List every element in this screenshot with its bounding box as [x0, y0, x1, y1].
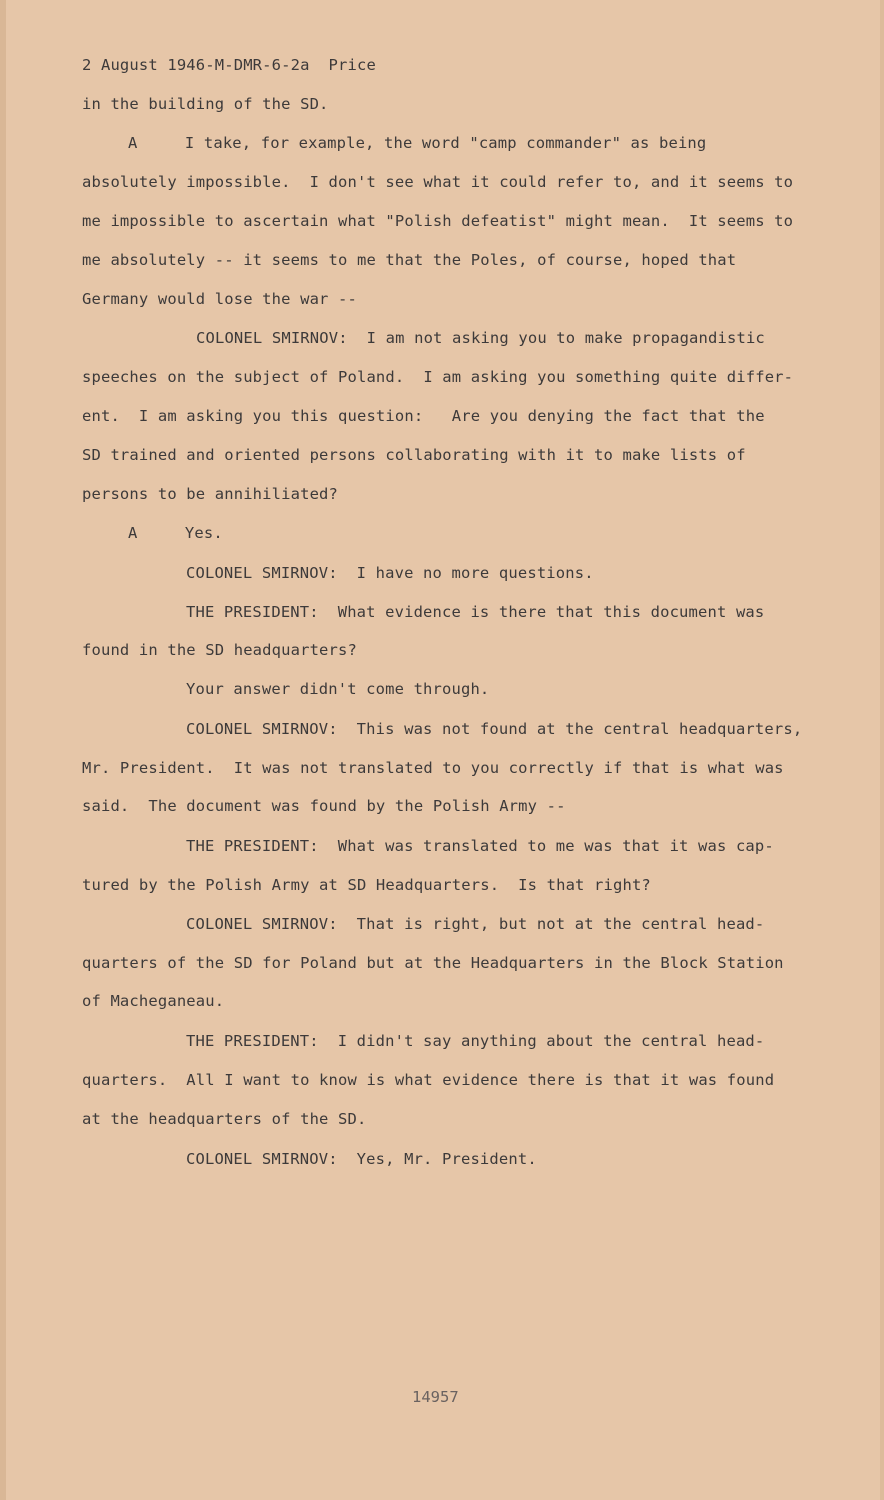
text-line: absolutely impossible. I don't see what it could refer to, and it seems to — [82, 173, 794, 191]
text-line: Mr. President. It was not translated to you correctly if that is what was — [82, 759, 784, 777]
text-line: A Yes. — [128, 524, 223, 542]
text-line: COLONEL SMIRNOV: I am not asking you to make propagandistic — [196, 329, 765, 347]
document-header: 2 August 1946-M-DMR-6-2a Price — [82, 56, 376, 74]
text-line: ent. I am asking you this question: Are you denying the fact that the — [82, 407, 765, 425]
text-line: THE PRESIDENT: I didn't say anything about the central head- — [186, 1032, 765, 1050]
text-line: COLONEL SMIRNOV: I have no more questions. — [186, 564, 594, 582]
text-line: of Macheganeau. — [82, 992, 225, 1010]
text-line: in the building of the SD. — [82, 95, 329, 113]
text-line: Your answer didn't come through. — [186, 680, 490, 698]
text-line: Germany would lose the war -- — [82, 290, 357, 308]
text-line: COLONEL SMIRNOV: That is right, but not at the central head- — [186, 915, 765, 933]
text-line: COLONEL SMIRNOV: Yes, Mr. President. — [186, 1150, 537, 1168]
text-line: at the headquarters of the SD. — [82, 1110, 367, 1128]
text-line: THE PRESIDENT: What was translated to me was that it was cap- — [186, 837, 774, 855]
text-line: THE PRESIDENT: What evidence is there that this document was — [186, 603, 765, 621]
text-line: quarters of the SD for Poland but at the Headquarters in the Block Station — [82, 954, 784, 972]
text-line: me impossible to ascertain what "Polish defeatist" might mean. It seems to — [82, 212, 794, 230]
text-line: speeches on the subject of Poland. I am asking you something quite differ- — [82, 368, 794, 386]
text-line: SD trained and oriented persons collaborating with it to make lists of — [82, 446, 746, 464]
text-line: COLONEL SMIRNOV: This was not found at the central headquarters, — [186, 720, 803, 738]
text-line: A I take, for example, the word "camp commander" as being — [128, 134, 707, 152]
page-number: 14957 — [412, 1388, 459, 1406]
text-line: quarters. All I want to know is what evidence there is that it was found — [82, 1071, 775, 1089]
text-line: found in the SD headquarters? — [82, 641, 357, 659]
text-line: me absolutely -- it seems to me that the Poles, of course, hoped that — [82, 251, 737, 269]
text-line: persons to be annihiliated? — [82, 485, 339, 503]
text-line: tured by the Polish Army at SD Headquarters. Is that right? — [82, 876, 651, 894]
text-line: said. The document was found by the Polish Army -- — [82, 797, 566, 815]
